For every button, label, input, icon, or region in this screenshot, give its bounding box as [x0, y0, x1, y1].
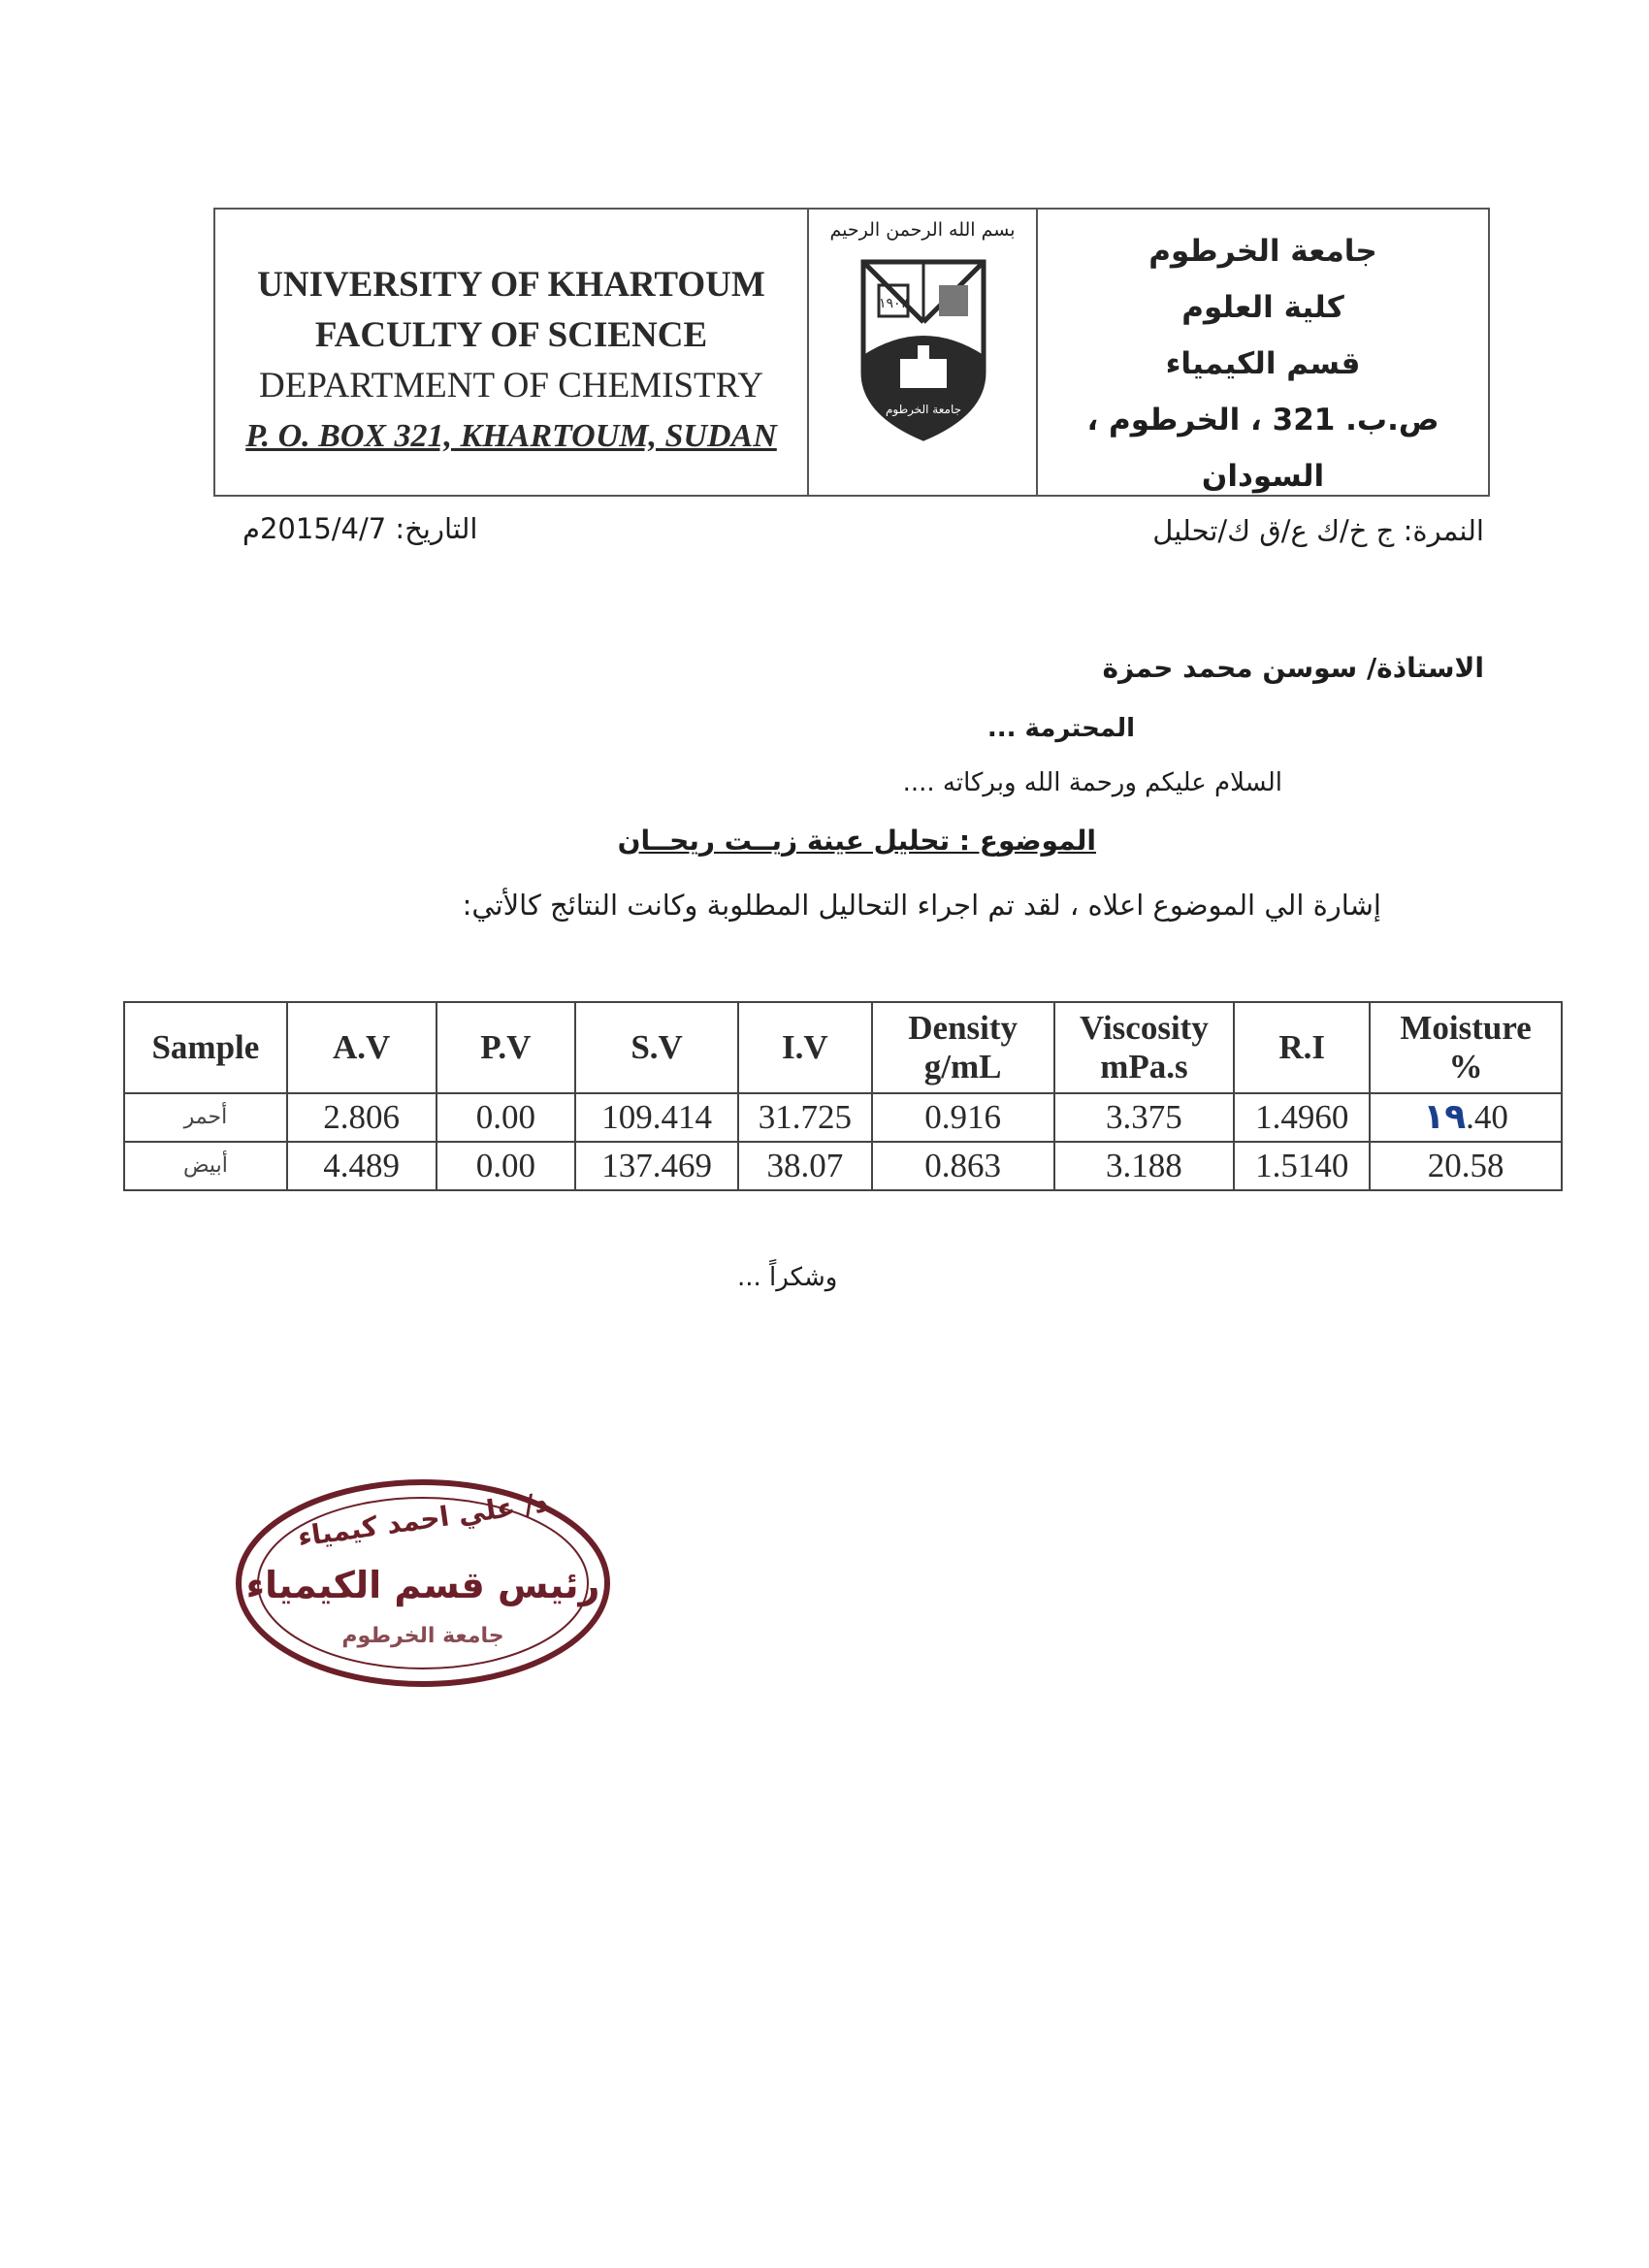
column-header: R.I	[1234, 1002, 1370, 1093]
department-name-ar: قسم الكيمياء	[1165, 346, 1361, 381]
column-header: Viscosity mPa.s	[1054, 1002, 1235, 1093]
honorific: المحترمة ...	[986, 714, 1135, 743]
column-header: Density g/mL	[872, 1002, 1054, 1093]
table-cell: 0.916	[872, 1093, 1054, 1142]
stamp-institution: جامعة الخرطوم	[341, 1624, 504, 1648]
column-header: I.V	[738, 1002, 872, 1093]
closing-thanks: وشكراً ...	[737, 1263, 838, 1292]
table-cell: أبيض	[124, 1142, 287, 1190]
greeting: السلام عليكم ورحمة الله وبركاته ....	[902, 768, 1282, 797]
table-cell: 0.00	[436, 1093, 576, 1142]
handwritten-correction: ١٩	[1423, 1097, 1467, 1137]
table-cell: 137.469	[575, 1142, 738, 1190]
letterhead-logo-panel	[809, 210, 1038, 495]
logo-year: ١٩٠٢	[878, 296, 909, 311]
table-cell: 1.5140	[1234, 1142, 1370, 1190]
table-cell: 2.806	[287, 1093, 436, 1142]
table-row	[124, 1142, 1562, 1190]
table-cell: 0.863	[872, 1142, 1054, 1190]
table-cell: أحمر	[124, 1093, 287, 1142]
letterhead-arabic	[1038, 210, 1488, 495]
letterhead	[213, 208, 1490, 497]
department-name-en: DEPARTMENT OF CHEMISTRY	[259, 366, 763, 405]
column-header: S.V	[575, 1002, 738, 1093]
table-cell: 3.375	[1054, 1093, 1235, 1142]
table-cell: 38.07	[738, 1142, 872, 1190]
department-stamp	[229, 1467, 617, 1696]
stamp-signatory: د/ علي احمد كيمياء	[295, 1486, 551, 1553]
table-cell: 31.725	[738, 1093, 872, 1142]
faculty-name-en: FACULTY OF SCIENCE	[314, 315, 708, 355]
column-header: Moisture %	[1370, 1002, 1562, 1093]
table-cell: ١٩.40	[1370, 1093, 1562, 1142]
table-cell: 20.58	[1370, 1142, 1562, 1190]
address-ar: ص.ب. 321 ، الخرطوم ، السودان	[1086, 403, 1439, 494]
logo-motto: جامعة الخرطوم	[885, 403, 962, 416]
intro-paragraph: إشارة الي الموضوع اعلاه ، لقد تم اجراء التحاليل المطلوبة وكانت النتائج كالأتي:	[462, 889, 1381, 922]
table-cell: 0.00	[436, 1142, 576, 1190]
recipient: الاستاذة/ سوسن محمد حمزة	[1102, 652, 1484, 684]
table-cell: 109.414	[575, 1093, 738, 1142]
table-header-row	[124, 1002, 1562, 1093]
letter-date: التاريخ: 2015/4/7م	[242, 512, 478, 545]
table-cell: 3.188	[1054, 1142, 1235, 1190]
stamp-title: رئيس قسم الكيمياء	[245, 1564, 600, 1606]
column-header: Sample	[124, 1002, 287, 1093]
results-table	[123, 1001, 1563, 1191]
address-en: P. O. BOX 321, KHARTOUM, SUDAN	[245, 418, 777, 454]
subject: الموضوع : تحليل عينة زيــت ريحــان	[617, 825, 1096, 857]
table-cell: 1.4960	[1234, 1093, 1370, 1142]
column-header: P.V	[436, 1002, 576, 1093]
table-cell: 4.489	[287, 1142, 436, 1190]
letterhead-english	[215, 210, 809, 495]
basmala: بسم الله الرحمن الرحيم	[829, 219, 1016, 241]
university-crest-icon	[857, 258, 989, 442]
university-name-en: UNIVERSITY OF KHARTOUM	[257, 265, 765, 305]
column-header: A.V	[287, 1002, 436, 1093]
faculty-name-ar: كلية العلوم	[1181, 290, 1344, 325]
letter-reference: النمرة: ج خ/ك ع/ق ك/تحليل	[1152, 514, 1484, 547]
table-row	[124, 1093, 1562, 1142]
university-name-ar: جامعة الخرطوم	[1148, 234, 1377, 269]
